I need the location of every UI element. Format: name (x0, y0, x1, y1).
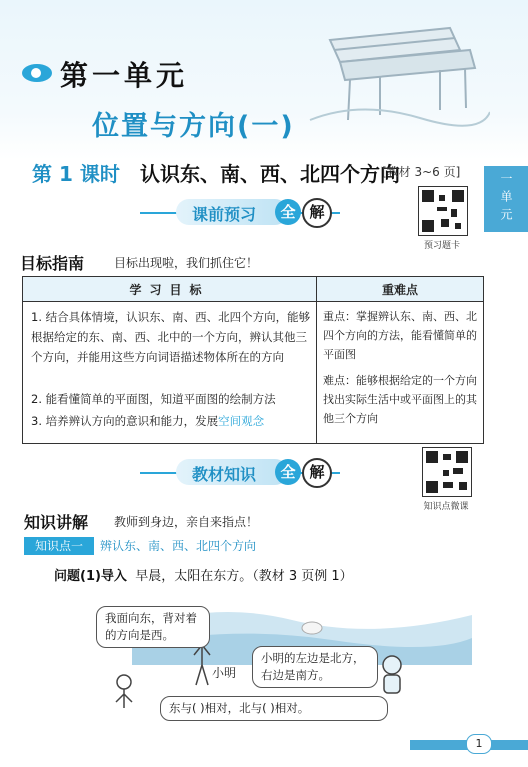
problem-line (54, 565, 353, 584)
badge-quan: 全 (275, 199, 301, 225)
page-number: 1 (466, 734, 492, 754)
bench-illustration (300, 20, 490, 130)
qr-label-lesson: 知识点微课 (423, 502, 469, 512)
qr-code-icon[interactable] (418, 186, 468, 236)
goal-item (31, 411, 313, 431)
name-label: 小明 (212, 666, 237, 680)
goal-item-text: 3. 培养辨认方向的意识和能力，发展 (31, 414, 219, 428)
unit-title: 第一单元 (60, 59, 189, 92)
goal-highlight: 空间观念 (218, 414, 265, 428)
goal-item: 2. 能看懂简单的平面图，知道平面图的绘制方法 (31, 392, 276, 406)
knowledge-label: 教材知识 (192, 465, 257, 484)
qr-label-preview: 预习题卡 (423, 241, 460, 251)
goal-table (22, 276, 484, 444)
problem-label: 问题(1)导入 (54, 569, 127, 584)
knowledge-talk-heading: 知识讲解 (24, 513, 89, 532)
side-tab[interactable]: 一单元 (484, 166, 528, 232)
preview-label: 课前预习 (192, 205, 257, 224)
knowledge-talk-subtitle: 教师到身边，亲自来指点！ (114, 515, 259, 529)
column-header-goals: 学习目标 (129, 283, 210, 297)
chapter-title: 位置与方向(一) (92, 111, 295, 142)
badge-quan: 全 (275, 459, 301, 485)
goal-item: 1. 结合具体情境，认识东、南、西、北四个方向，能够根据给定的东、南、西、北中的一个方向，辨认其他三个方向，并能用这些方向词语描述物体所在的方向 (31, 310, 311, 364)
goal-guide-heading: 目标指南 (20, 254, 85, 273)
problem-text: 早晨，太阳在东方。（教材 3 页例 1） (135, 569, 353, 584)
unit-bullet-icon (22, 64, 52, 82)
speech-bubble: 东与( )相对，北与( )相对。 (160, 696, 388, 721)
column-header-key: 重难点 (381, 283, 418, 297)
speech-bubble: 小明的左边是北方，右边是南方。 (252, 646, 378, 688)
qr-code-icon[interactable] (422, 447, 472, 497)
badge-jie: 解 (302, 458, 332, 488)
column-divider (316, 277, 317, 443)
speech-bubble: 我面向东，背对着的方向是西。 (96, 606, 210, 648)
lesson-number: 第 1 课时 (32, 162, 120, 186)
lesson-title: 认识东、南、西、北四个方向 (140, 162, 400, 186)
textbook-reference: [教材 3~6 页] (382, 165, 461, 179)
knowledge-point-tag: 知识点一 (24, 537, 94, 555)
key-points: 重点：掌握辨认东、南、西、北四个方向的方法，能看懂简单的平面图 (323, 310, 477, 361)
difficult-points: 难点：能够根据给定的一个方向找出实际生活中或平面图上的其他三个方向 (323, 374, 477, 425)
badge-jie: 解 (302, 198, 332, 228)
knowledge-point-title: 辨认东、南、西、北四个方向 (100, 539, 257, 553)
goal-guide-subtitle: 目标出现啦，我们抓住它！ (114, 256, 259, 270)
